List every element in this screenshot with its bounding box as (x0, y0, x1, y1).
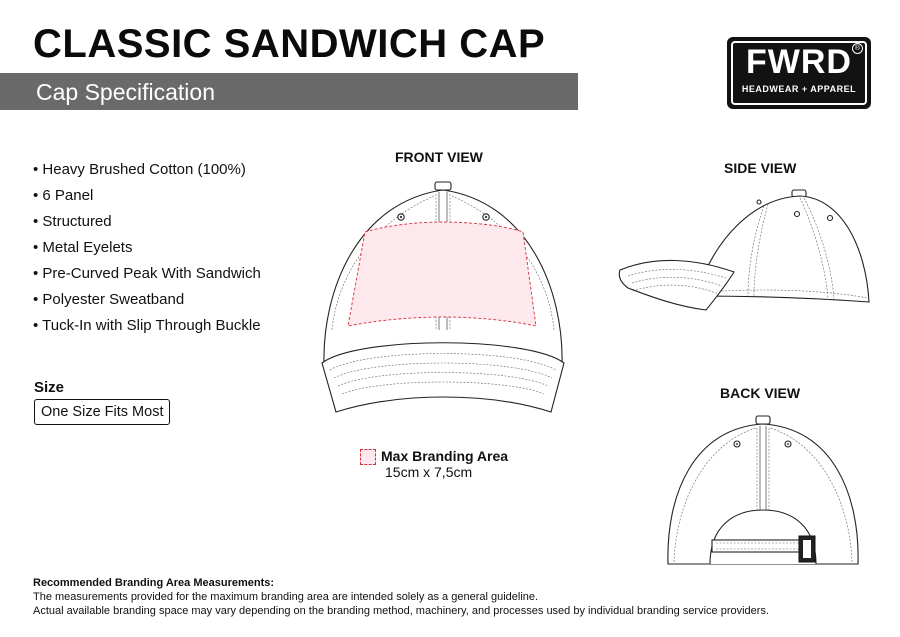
logo-text: FWRD (746, 43, 852, 81)
notes-title: Recommended Branding Area Measurements: (33, 577, 275, 589)
branding-area-title: Max Branding Area (381, 448, 509, 464)
page-title: CLASSIC SANDWICH CAP (33, 22, 546, 66)
feature-item: • 6 Panel (33, 187, 94, 204)
size-label: Size (34, 379, 65, 396)
cap-button (756, 416, 770, 424)
page-subtitle: Cap Specification (36, 79, 215, 105)
side-view-label: SIDE VIEW (724, 160, 797, 176)
feature-list (33, 160, 261, 342)
feature-item: • Structured (33, 213, 112, 230)
logo-tagline: HEADWEAR + APPAREL (741, 84, 857, 94)
cap-peak (619, 260, 734, 310)
feature-item: • Pre-Curved Peak With Sandwich (33, 265, 261, 282)
notes-line-2: Actual available branding space may vary depending on the branding method, machinery, and processes used by individual branding service providers. (33, 605, 770, 617)
subtitle-bar (0, 73, 578, 110)
feature-item: • Metal Eyelets (33, 239, 133, 256)
front-view-label: FRONT VIEW (395, 149, 483, 165)
size-value: One Size Fits Most (34, 399, 170, 425)
feature-item: • Heavy Brushed Cotton (100%) (33, 161, 246, 178)
cap-button (435, 182, 451, 190)
front-view-cap-illustration (318, 180, 570, 416)
back-view-cap-illustration (664, 414, 860, 566)
eyelet (795, 212, 800, 217)
branding-area-dimensions: 15cm x 7,5cm (385, 464, 473, 480)
cap-peak (322, 343, 564, 412)
brand-logo (727, 37, 871, 109)
back-view-label: BACK VIEW (720, 385, 801, 401)
feature-item: • Polyester Sweatband (33, 291, 185, 308)
notes-line-1: The measurements provided for the maximum branding area are intended solely as a general guideline. (33, 591, 539, 603)
feature-item: • Tuck-In with Slip Through Buckle (33, 317, 261, 334)
eyelet (828, 216, 833, 221)
branding-area-swatch (360, 449, 376, 465)
branding-area (348, 222, 536, 326)
registered-mark: ® (852, 43, 863, 54)
side-view-cap-illustration (614, 188, 876, 324)
